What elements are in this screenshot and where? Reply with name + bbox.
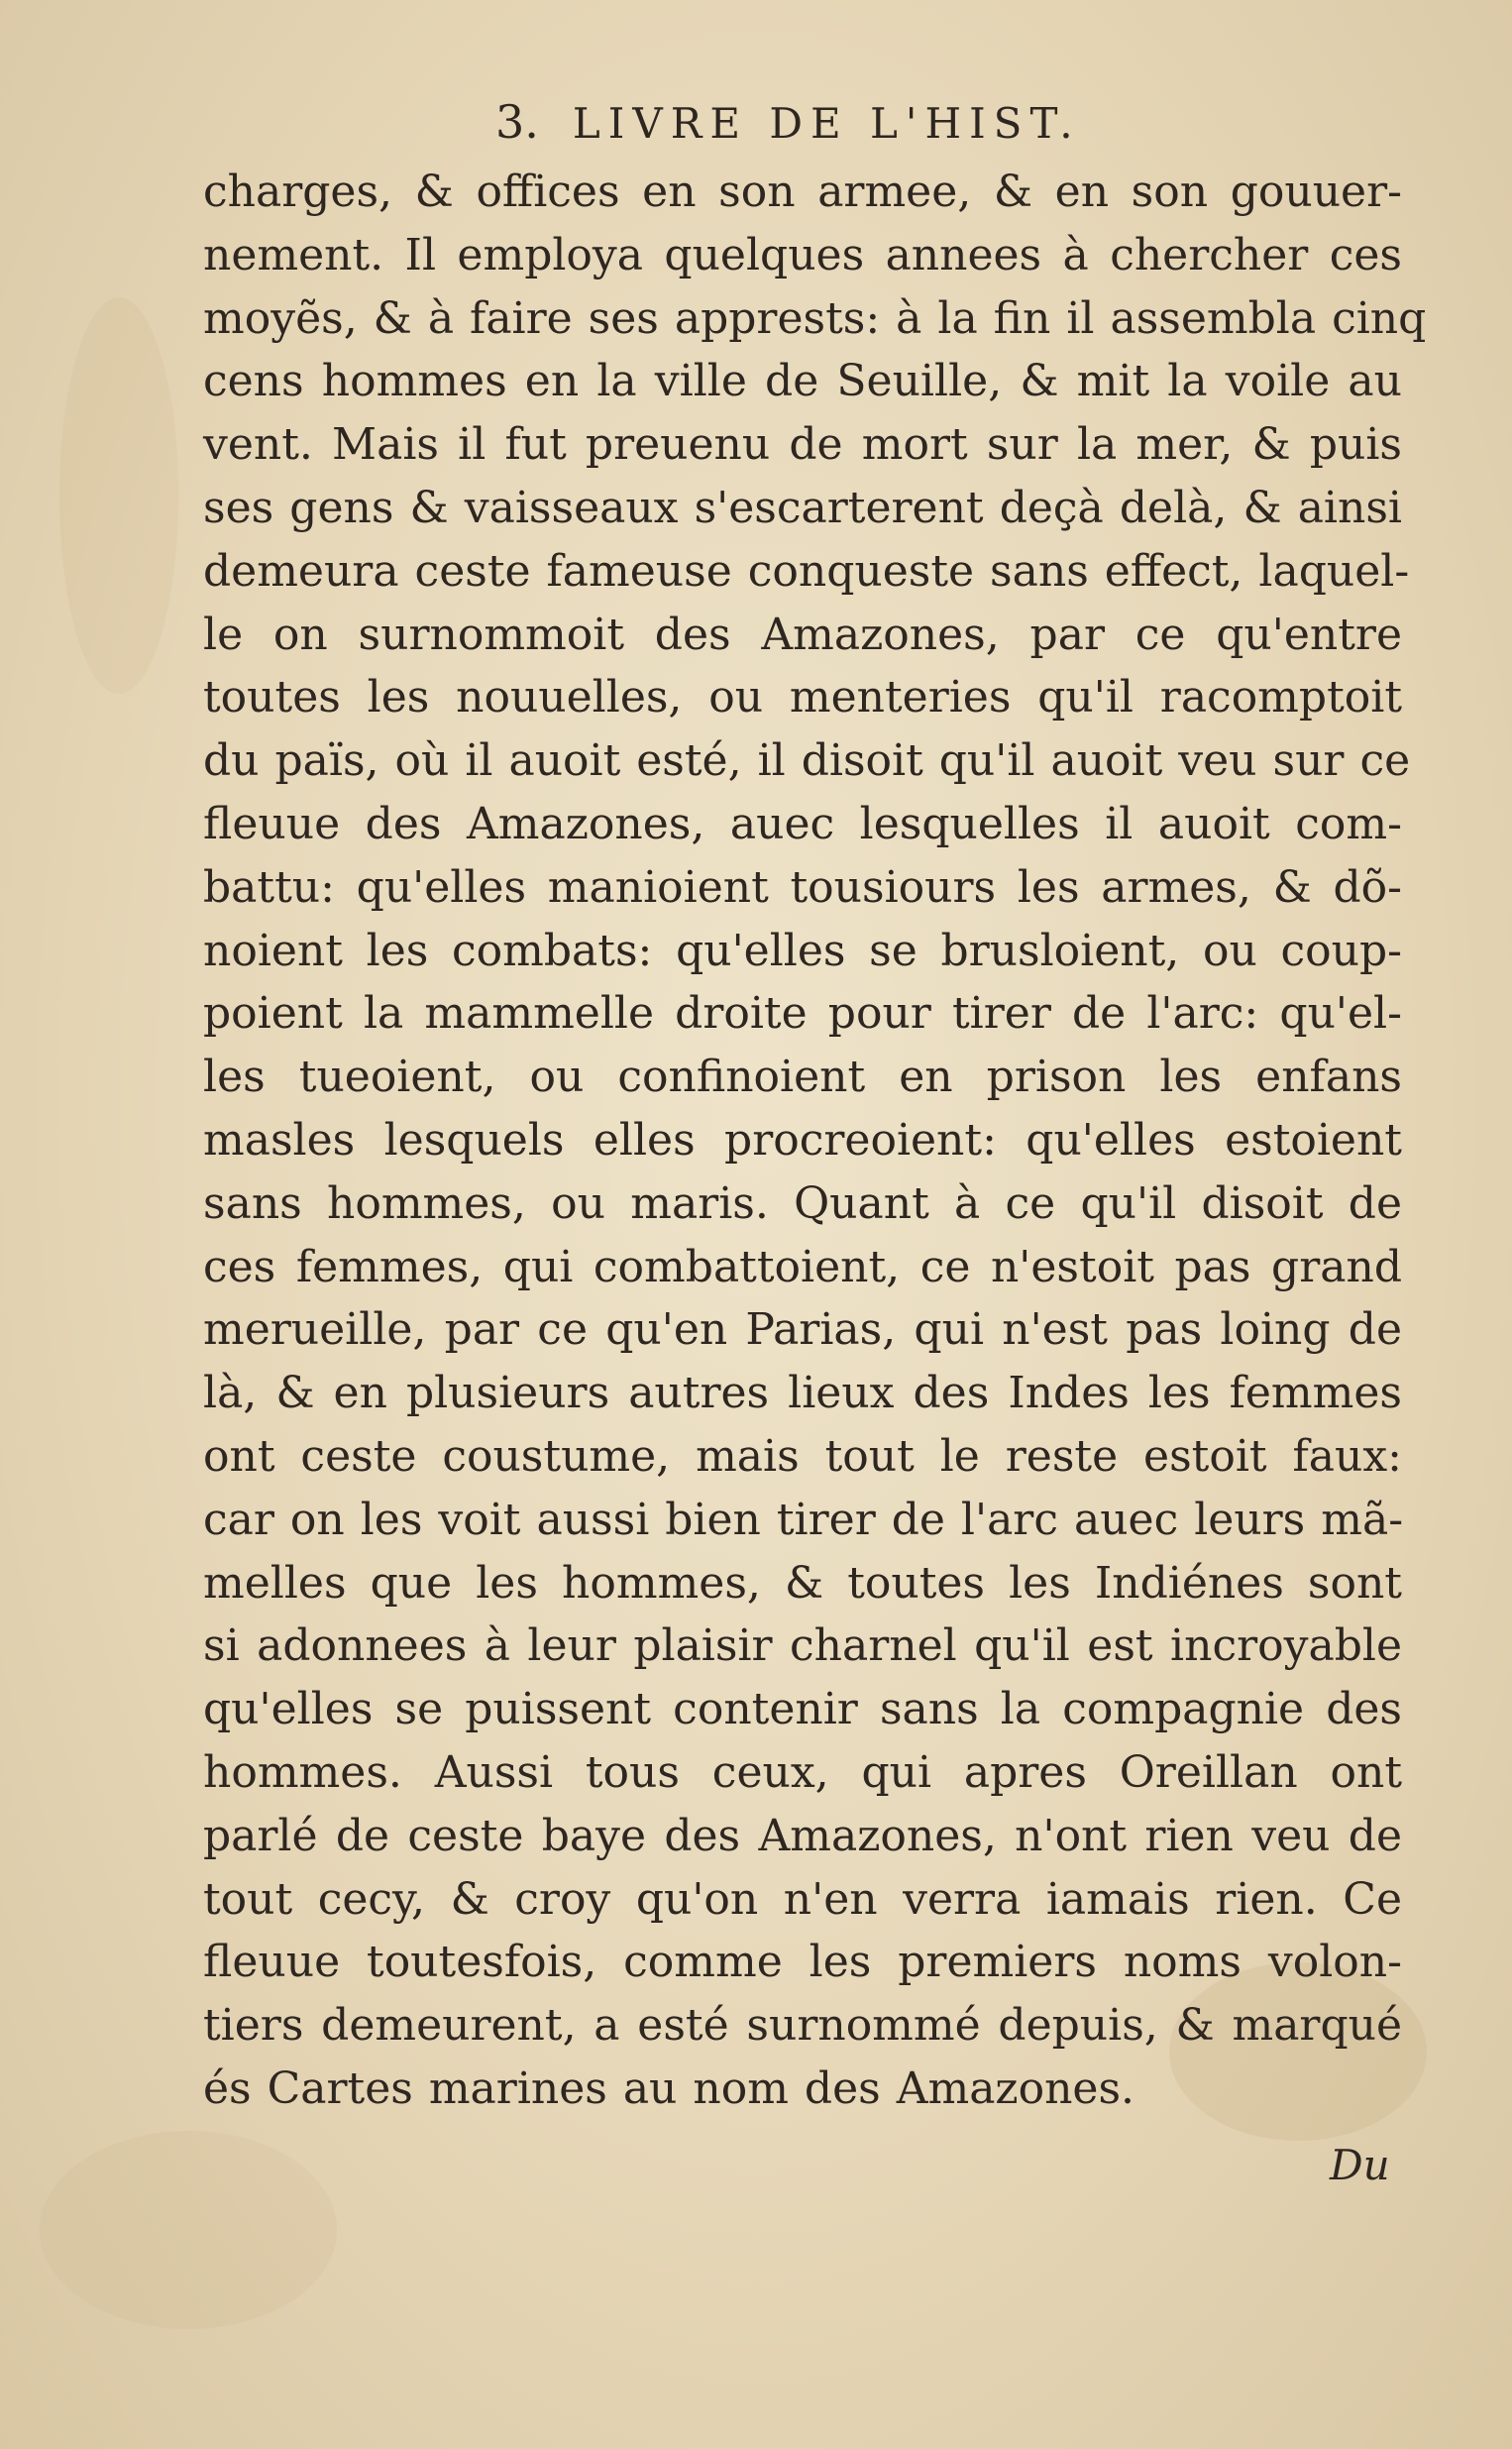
catchword: Du [1330, 2141, 1390, 2189]
text-line: demeura ceste fameuse conqueste sans effect, laquel- [203, 545, 1410, 597]
text-line: nement. Il employa quelques annees à chercher ces [203, 229, 1402, 280]
folio-number: 3. [495, 95, 539, 149]
text-line: moyẽs, & à faire ses apprests: à la fin il assembla cinq [203, 292, 1427, 344]
text-line: ses gens & vaisseaux s'escarterent deçà delà, & ainsi [203, 482, 1402, 533]
text-line: charges, & offices en son armee, & en son gouuer- [203, 167, 1402, 217]
text-line: parlé de ceste baye des Amazones, n'ont rien veu de [203, 1810, 1402, 1861]
text-line: masles lesquels elles procreoient: qu'elles estoient [203, 1114, 1402, 1166]
text-line: ces femmes, qui combattoient, ce n'estoit pas grand [203, 1241, 1402, 1292]
text-line: car on les voit aussi bien tirer de l'arc auec leurs mã- [203, 1494, 1404, 1545]
body-text [203, 161, 1427, 2121]
text-line: merueille, par ce qu'en Parias, qui n'est pas loing de [203, 1304, 1402, 1356]
text-line: fleuue toutesfois, comme les premiers noms volon- [203, 1937, 1402, 1988]
text-line: toutes les nouuelles, ou menteries qu'il racomptoit [203, 672, 1402, 724]
text-line: tout cecy, & croy qu'on n'en verra iamais rien. Ce [203, 1873, 1402, 1925]
paper-stain [59, 297, 178, 694]
text-line: poient la mammelle droite pour tirer de l'arc: qu'el- [203, 988, 1402, 1040]
text-line: vent. Mais il fut preuenu de mort sur la mer, & puis [203, 419, 1402, 471]
text-line: du païs, où il auoit esté, il disoit qu'il auoit veu sur ce [203, 735, 1411, 787]
paper-stain [40, 2131, 337, 2329]
text-line: fleuue des Amazones, auec lesquelles il auoit com- [203, 798, 1402, 849]
text-line: là, & en plusieurs autres lieux des Indes les femmes [203, 1368, 1402, 1419]
running-title: LIVRE DE L'HIST. [572, 99, 1081, 148]
text-line: noient les combats: qu'elles se brusloient, ou coup- [203, 925, 1402, 976]
text-line: tiers demeurent, a esté surnommé depuis, & marqué [203, 2000, 1402, 2052]
text-line: hommes. Aussi tous ceux, qui apres Oreillan ont [203, 1746, 1402, 1798]
text-line: si adonnees à leur plaisir charnel qu'il est incroyable [203, 1620, 1402, 1672]
text-line: battu: qu'elles manioient tousiours les armes, & dõ- [203, 861, 1402, 913]
text-line: melles que les hommes, & toutes les Indiénes sont [203, 1557, 1402, 1609]
text-line: les tueoient, ou confinoient en prison les enfans [203, 1052, 1402, 1103]
text-line: le on surnommoit des Amazones, par ce qu'entre [203, 609, 1402, 660]
text-line: ont ceste coustume, mais tout le reste estoit faux: [203, 1430, 1402, 1482]
text-line: sans hommes, ou maris. Quant à ce qu'il disoit de [203, 1177, 1402, 1229]
running-head [495, 95, 1209, 149]
text-line: qu'elles se puissent contenir sans la compagnie des [203, 1684, 1402, 1735]
text-line: és Cartes marines au nom des Amazones. [203, 2062, 1135, 2114]
text-line: cens hommes en la ville de Seuille, & mit la voile au [203, 356, 1402, 407]
